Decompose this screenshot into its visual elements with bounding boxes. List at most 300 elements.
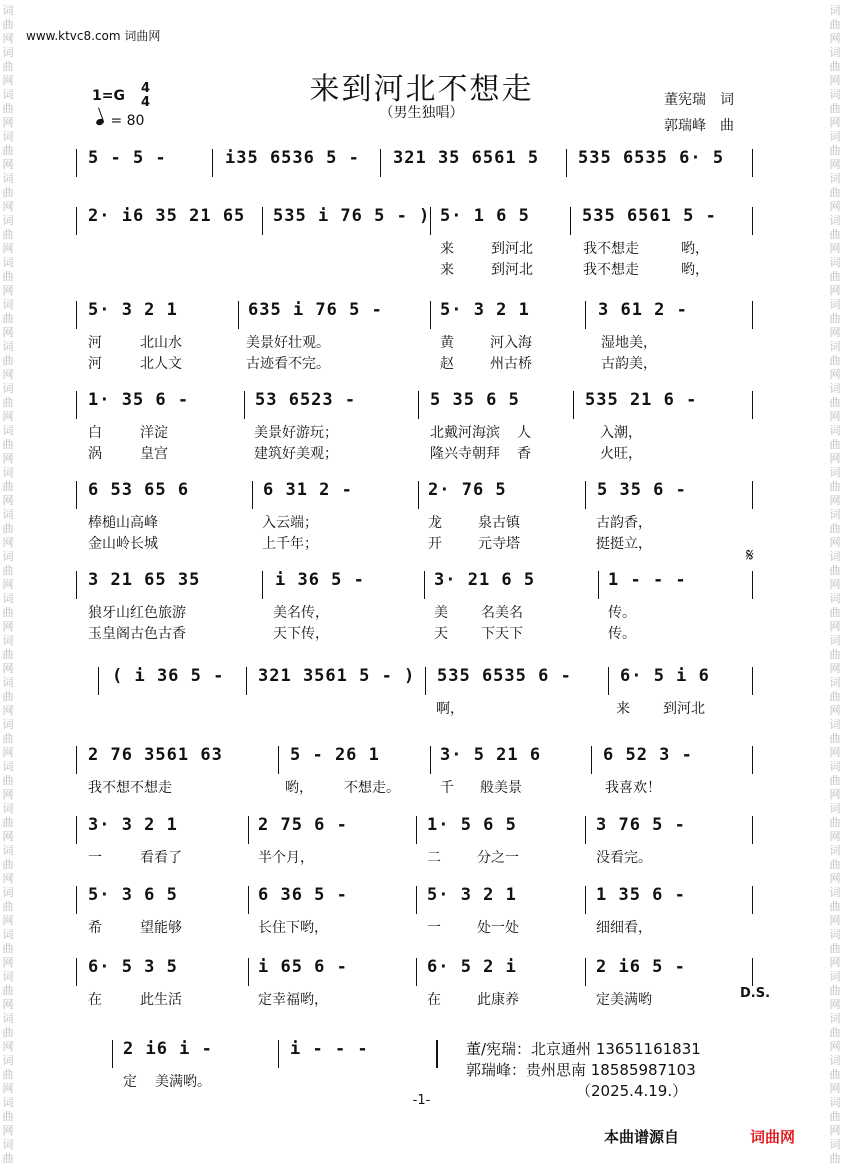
watermark-char: 曲 [2,984,14,997]
watermark-char: 曲 [2,60,14,73]
measure-notes: 5 - 5 - [88,148,167,168]
watermark-char: 网 [829,368,841,381]
watermark-char: 词 [829,970,841,983]
measure-notes: 5 35 6 - [597,480,687,500]
watermark-char: 曲 [829,354,841,367]
watermark-char: 词 [829,424,841,437]
measure-notes: 3 76 5 - [596,815,686,835]
lyric-phrase: 此生活 [140,992,182,1008]
watermark-char: 曲 [829,900,841,913]
notation-line [0,148,843,174]
measure-notes: 3 21 65 35 [88,570,201,590]
lyric-phrase: 上千年； [262,536,318,552]
lyric-phrase: 金山岭长城 [88,536,158,552]
bar-line [570,207,571,235]
watermark-char: 网 [2,410,14,423]
watermark-char: 曲 [2,1026,14,1039]
watermark-char: 网 [2,998,14,1011]
lyric-phrase: 般美景 [480,780,522,796]
lyric-phrase: 泉古镇 [478,515,520,531]
bar-line [246,667,247,695]
watermark-char: 曲 [2,312,14,325]
bar-line [752,481,753,509]
watermark-char: 网 [829,116,841,129]
contact-line: 董/宪瑞：北京通州 13651161831 [466,1040,701,1058]
bar-line [430,301,431,329]
measure-notes: 3· 5 21 6 [440,745,542,765]
measure-notes: i - - - [290,1039,369,1059]
watermark-char: 曲 [2,522,14,535]
bar-line [418,481,419,509]
watermark-char: 网 [829,410,841,423]
bar-line [585,481,586,509]
watermark-char: 网 [829,200,841,213]
measure-notes: 5· 3 2 1 [88,300,178,320]
watermark-char: 词 [829,844,841,857]
watermark-char: 曲 [829,312,841,325]
measure-notes: i 65 6 - [258,957,348,977]
watermark-char: 曲 [829,18,841,31]
measure-notes: 6 31 2 - [263,480,353,500]
bar-line [424,571,425,599]
bar-line [76,886,77,914]
lyric-phrase: 黄 [440,335,454,351]
lyric-phrase: 美景好游玩； [254,425,338,441]
watermark-char: 词 [829,550,841,563]
lyric-phrase: 北山水 [140,335,182,351]
bar-line [436,1040,438,1068]
watermark-char: 网 [829,158,841,171]
lyric-phrase: 棒槌山高峰 [88,515,158,531]
watermark-char: 词 [2,970,14,983]
lyric-phrase: 北戴河海滨 [430,425,500,441]
measure-notes: 321 35 6561 5 [393,148,540,168]
measure-notes: 5· 1 6 5 [440,206,530,226]
watermark-char: 网 [2,74,14,87]
composer-credit: 郭瑞峰 曲 [664,118,734,134]
watermark-char: 网 [829,1040,841,1053]
lyric-phrase: 哟， [681,262,709,278]
bar-line [76,816,77,844]
watermark-char: 曲 [2,1152,14,1165]
watermark-char: 曲 [2,438,14,451]
lyric-phrase: 此康养 [477,992,519,1008]
watermark-char: 曲 [829,690,841,703]
bar-line [752,571,753,599]
watermark-char: 曲 [829,186,841,199]
watermark-char: 网 [2,452,14,465]
lyric-phrase: 二 [427,850,441,866]
bar-line [416,958,417,986]
watermark-char: 曲 [2,18,14,31]
measure-notes: 5 35 6 5 [430,390,520,410]
watermark-char: 词 [829,256,841,269]
bar-line [212,149,213,177]
lyric-phrase: 我不想走 [583,262,639,278]
measure-notes: 2· i6 35 21 65 [88,206,246,226]
watermark-char: 词 [2,550,14,563]
bar-line [252,481,253,509]
watermark-char: 网 [2,788,14,801]
watermark-char: 网 [829,578,841,591]
bar-line [262,571,263,599]
bar-line [418,391,419,419]
bar-line [248,886,249,914]
lyric-phrase: 希 [88,920,102,936]
lyric-phrase: 古韵美， [601,356,657,372]
lyric-phrase: 洋淀 [140,425,168,441]
bar-line [98,667,99,695]
watermark-char: 网 [829,326,841,339]
measure-notes: 3· 3 2 1 [88,815,178,835]
lyric-phrase: 我不想不想走 [88,780,172,796]
bar-line [591,746,592,774]
notation-line [0,300,843,326]
notation-line [0,570,843,596]
bar-line [278,1040,279,1068]
measure-notes: 2· 76 5 [428,480,507,500]
bar-line [76,207,77,235]
lyric-phrase: 一 [427,920,441,936]
watermark-char: 网 [2,32,14,45]
measure-notes: 6· 5 i 6 [620,666,710,686]
lyric-phrase: 来 [616,701,630,717]
lyric-phrase: 古韵香， [596,515,652,531]
watermark-char: 词 [829,928,841,941]
watermark-char: 词 [2,886,14,899]
lyric-phrase: 香 [517,446,531,462]
watermark-char: 网 [829,662,841,675]
watermark-char: 曲 [829,858,841,871]
watermark-char: 词 [2,88,14,101]
watermark-char: 网 [829,914,841,927]
bar-line [430,746,431,774]
lyric-phrase: 在 [88,992,102,1008]
notation-line [0,885,843,911]
contact-date: （2025.4.19.） [576,1082,688,1100]
watermark-char: 网 [2,536,14,549]
watermark-char: 词 [2,760,14,773]
watermark-char: 词 [829,508,841,521]
watermark-char: 曲 [2,354,14,367]
key-signature: 1=G [92,88,125,104]
watermark-char: 曲 [829,984,841,997]
lyric-phrase: 到河北 [491,262,533,278]
bar-line [430,207,431,235]
lyric-phrase: 名美名 [481,605,523,621]
lyricist-credit: 董宪瑞 词 [664,92,734,108]
measure-notes: i 36 5 - [275,570,365,590]
watermark-char: 曲 [2,564,14,577]
site-url[interactable]: www.ktvc8.com 词曲网 [26,29,161,43]
notation-line [0,206,843,232]
watermark-char: 网 [829,452,841,465]
watermark-char: 曲 [829,606,841,619]
watermark-char: 词 [2,382,14,395]
lyric-phrase: 不想走。 [344,780,400,796]
bar-line [752,816,753,844]
watermark-char: 词 [2,298,14,311]
bar-line [752,301,753,329]
watermark-char: 词 [829,4,841,17]
watermark-char: 曲 [829,102,841,115]
lyric-phrase: 到河北 [663,701,705,717]
bar-line [416,816,417,844]
lyric-phrase: 美景好壮观。 [246,335,330,351]
watermark-char: 曲 [2,858,14,871]
bar-line [76,746,77,774]
lyric-phrase: 元寺塔 [478,536,520,552]
lyric-phrase: 火旺， [600,446,642,462]
lyric-phrase: 长住下哟， [258,920,328,936]
watermark-char: 曲 [2,144,14,157]
tempo-marking [96,113,144,129]
watermark-char: 曲 [829,522,841,535]
watermark-char: 网 [829,788,841,801]
measure-notes: 535 6561 5 - [582,206,717,226]
lyric-phrase: 狼牙山红色旅游 [88,605,186,621]
lyric-phrase: 建筑好美观； [254,446,338,462]
measure-notes: 3· 21 6 5 [434,570,536,590]
lyric-phrase: 哟， [681,241,709,257]
lyric-phrase: 人 [517,425,531,441]
lyric-phrase: 隆兴寺朝拜 [430,446,500,462]
watermark-char: 词 [2,46,14,59]
lyric-phrase: 半个月， [258,850,314,866]
notation-line [0,957,843,983]
notation-line [0,815,843,841]
measure-notes: 1· 35 6 - [88,390,190,410]
watermark-char: 词 [829,802,841,815]
watermark-char: 网 [2,200,14,213]
bar-line [262,207,263,235]
watermark-char: 曲 [2,480,14,493]
measure-notes: 1· 5 6 5 [427,815,517,835]
measure-notes: 6 52 3 - [603,745,693,765]
lyric-phrase: 河 [88,356,102,372]
watermark-char: 网 [2,368,14,381]
watermark-char: 词 [2,1054,14,1067]
lyric-phrase: 赵 [440,356,454,372]
watermark-char: 曲 [829,60,841,73]
lyric-phrase: 挺挺立， [596,536,652,552]
watermark-char: 网 [829,32,841,45]
lyric-phrase: 美名传， [273,605,329,621]
watermark-char: 网 [2,872,14,885]
watermark-char: 曲 [2,648,14,661]
watermark-char: 网 [2,830,14,843]
notation-line [0,390,843,416]
bar-line [585,301,586,329]
watermark-char: 网 [829,536,841,549]
lyric-phrase: 看看了 [140,850,182,866]
lyric-phrase: 啊， [436,701,464,717]
measure-notes: 535 21 6 - [585,390,698,410]
ds-marking: D.S. [740,986,771,1001]
bar-line [248,816,249,844]
watermark-char: 曲 [829,438,841,451]
watermark-char: 词 [829,760,841,773]
lyric-phrase: 哟， [285,780,313,796]
watermark-char: 词 [2,466,14,479]
lyric-phrase: 在 [427,992,441,1008]
notation-line [0,745,843,771]
lyric-phrase: 处一处 [477,920,519,936]
lyric-phrase: 入潮， [600,425,642,441]
watermark-char: 词 [2,340,14,353]
lyric-phrase: 来 [440,241,454,257]
measure-notes: 6 36 5 - [258,885,348,905]
lyric-phrase: 千 [440,780,454,796]
watermark-char: 曲 [829,270,841,283]
watermark-char: 词 [829,1054,841,1067]
time-signature [141,82,150,110]
measure-notes: 5 - 26 1 [290,745,380,765]
watermark-char: 网 [2,956,14,969]
watermark-char: 词 [829,1096,841,1109]
watermark-char: 曲 [2,942,14,955]
watermark-char: 词 [829,676,841,689]
watermark-char: 曲 [829,396,841,409]
watermark-char: 词 [2,1012,14,1025]
watermark-char: 词 [2,802,14,815]
bar-line [76,301,77,329]
measure-notes: 635 i 76 5 - [248,300,383,320]
watermark-char: 网 [829,494,841,507]
measure-notes: 3 61 2 - [598,300,688,320]
bar-line [566,149,567,177]
watermark-char: 词 [2,592,14,605]
measure-notes: 6 53 65 6 [88,480,190,500]
watermark-char: 曲 [2,396,14,409]
measure-notes: 6· 5 3 5 [88,957,178,977]
lyric-phrase: 河 [88,335,102,351]
watermark-char: 词 [829,1012,841,1025]
lyric-phrase: 河入海 [490,335,532,351]
brand-logo-text[interactable]: 词曲网 [750,1128,796,1146]
watermark-char: 词 [829,298,841,311]
lyric-phrase: 州古桥 [490,356,532,372]
segno-icon: 𝄋 [746,545,754,566]
watermark-char: 网 [829,1082,841,1095]
watermark-char: 网 [829,704,841,717]
lyric-phrase: 天 [434,626,448,642]
watermark-char: 词 [829,46,841,59]
watermark-char: 网 [2,284,14,297]
watermark-char: 词 [2,424,14,437]
bar-line [585,886,586,914]
song-title: 来到河北不想走 [309,72,534,107]
watermark-char: 词 [2,4,14,17]
watermark-char: 词 [829,1138,841,1151]
bar-line [76,571,77,599]
time-bottom: 4 [141,95,151,110]
bar-line [752,667,753,695]
watermark-char: 词 [2,130,14,143]
measure-notes: 535 6535 6 - [437,666,572,686]
time-top: 4 [141,81,151,96]
watermark-char: 网 [2,494,14,507]
measure-notes: 5· 3 2 1 [427,885,517,905]
watermark-char: 词 [2,1096,14,1109]
watermark-char: 曲 [2,1068,14,1081]
measure-notes: 5· 3 6 5 [88,885,178,905]
watermark-char: 曲 [829,228,841,241]
watermark-char: 词 [829,592,841,605]
measure-notes: 2 76 3561 63 [88,745,223,765]
lyric-phrase: 没看完。 [596,850,652,866]
watermark-char: 词 [2,676,14,689]
bar-line [608,667,609,695]
lyric-phrase: 分之一 [477,850,519,866]
watermark-char: 曲 [2,186,14,199]
watermark-char: 曲 [829,480,841,493]
watermark-char: 曲 [829,774,841,787]
watermark-char: 词 [2,718,14,731]
watermark-char: 曲 [2,102,14,115]
lyric-phrase: 定幸福哟， [258,992,328,1008]
lyric-phrase: 传。 [608,605,636,621]
contact-line: 郭瑞峰：贵州思南 18585987103 [466,1061,696,1079]
watermark-char: 词 [2,508,14,521]
watermark-char: 词 [829,382,841,395]
bar-line [76,149,77,177]
measure-notes: 2 i6 i - [123,1039,213,1059]
watermark-char: 曲 [2,270,14,283]
source-label: 本曲谱源自 [604,1128,680,1146]
bar-line [112,1040,113,1068]
watermark-char: 网 [829,746,841,759]
lyric-phrase: 皇宫 [140,446,168,462]
watermark-char: 网 [2,1082,14,1095]
lyric-phrase: 我不想走 [583,241,639,257]
watermark-char: 曲 [829,1110,841,1123]
watermark-char: 词 [2,172,14,185]
bar-line [278,746,279,774]
watermark-char: 网 [2,704,14,717]
watermark-char: 网 [829,956,841,969]
watermark-char: 曲 [2,690,14,703]
watermark-char: 网 [829,284,841,297]
bar-line [752,149,753,177]
notation-line [0,1039,843,1065]
bar-line [598,571,599,599]
bar-line [244,391,245,419]
watermark-char: 曲 [829,1068,841,1081]
lyric-phrase: 来 [440,262,454,278]
lyric-phrase: 开 [428,536,442,552]
watermark-char: 词 [2,1138,14,1151]
measure-notes: 53 6523 - [255,390,357,410]
measure-notes: 1 35 6 - [596,885,686,905]
watermark-char: 网 [2,242,14,255]
watermark-char: 网 [2,746,14,759]
watermark-char: 词 [829,172,841,185]
measure-notes: 2 75 6 - [258,815,348,835]
bar-line [416,886,417,914]
measure-notes: 5· 3 2 1 [440,300,530,320]
watermark-char: 词 [829,886,841,899]
lyric-phrase: 古迹看不完。 [246,356,330,372]
bar-line [585,816,586,844]
watermark-char: 网 [2,578,14,591]
lyric-phrase: 湿地美， [601,335,657,351]
notation-line [0,480,843,506]
watermark-char: 曲 [2,1110,14,1123]
watermark-char: 词 [2,928,14,941]
bar-line [380,149,381,177]
watermark-char: 曲 [2,816,14,829]
